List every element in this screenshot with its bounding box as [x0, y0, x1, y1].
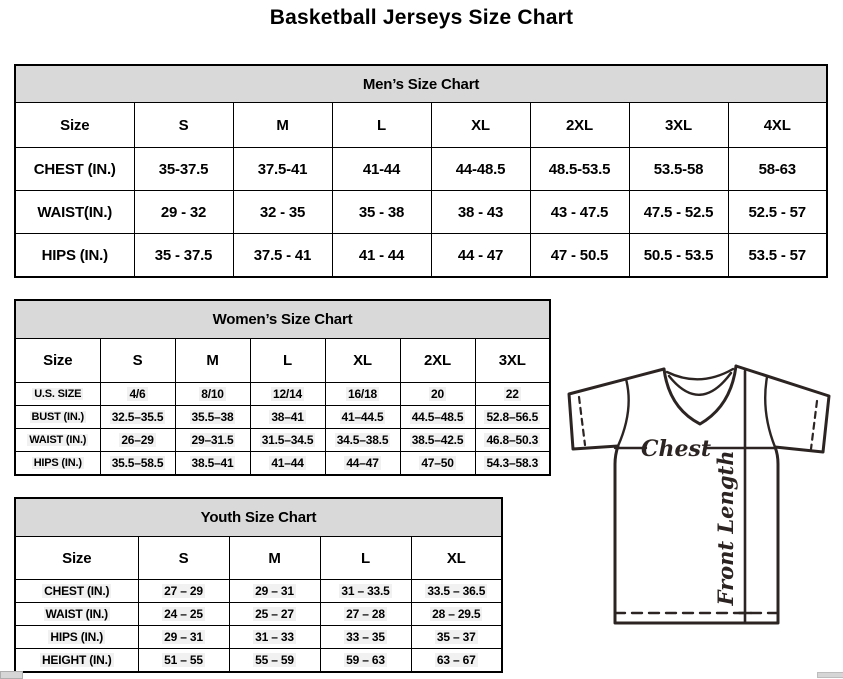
row-label: HIPS (IN.): [15, 234, 134, 278]
column-header: XL: [411, 537, 502, 580]
value-cell: 24 – 25: [138, 603, 229, 626]
jersey-right-sleeve-seam: [765, 377, 775, 447]
value-cell: 55 – 59: [229, 649, 320, 673]
row-label: WAIST(IN.): [15, 191, 134, 234]
value-cell: 31 – 33.5: [320, 580, 411, 603]
table-row: [15, 148, 827, 191]
value-cell: 8/10: [175, 383, 250, 406]
value-cell: 32.5–35.5: [100, 406, 175, 429]
column-header: L: [250, 339, 325, 383]
value-cell: 38.5–41: [175, 452, 250, 476]
value-cell: 35 – 37: [411, 626, 502, 649]
jersey-measurement-diagram: [555, 360, 843, 679]
value-cell: 37.5 - 41: [233, 234, 332, 278]
value-cell: 16/18: [325, 383, 400, 406]
value-cell: 47–50: [400, 452, 475, 476]
table-row: [15, 406, 550, 429]
value-cell: 31.5–34.5: [250, 429, 325, 452]
youth-size-table: [14, 497, 503, 673]
column-header: 2XL: [400, 339, 475, 383]
value-cell: 29 – 31: [138, 626, 229, 649]
value-cell: 35 - 37.5: [134, 234, 233, 278]
value-cell: 31 – 33: [229, 626, 320, 649]
column-header: L: [332, 103, 431, 148]
column-header: M: [233, 103, 332, 148]
column-header: M: [229, 537, 320, 580]
value-cell: 12/14: [250, 383, 325, 406]
column-header: XL: [431, 103, 530, 148]
value-cell: 20: [400, 383, 475, 406]
table-row: [15, 603, 502, 626]
row-label: CHEST (IN.): [15, 580, 138, 603]
value-cell: 41 - 44: [332, 234, 431, 278]
value-cell: 33.5 – 36.5: [411, 580, 502, 603]
value-cell: 46.8–50.3: [475, 429, 550, 452]
row-label: U.S. SIZE: [15, 383, 100, 406]
column-header: L: [320, 537, 411, 580]
value-cell: 35.5–38: [175, 406, 250, 429]
value-cell: 32 - 35: [233, 191, 332, 234]
value-cell: 25 – 27: [229, 603, 320, 626]
womens-size-table: [14, 299, 551, 476]
value-cell: 41–44.5: [325, 406, 400, 429]
table-row: [15, 580, 502, 603]
value-cell: 51 – 55: [138, 649, 229, 673]
jersey-collar-rib-outer: [667, 369, 733, 379]
table-row: [15, 649, 502, 673]
value-cell: 50.5 - 53.5: [629, 234, 728, 278]
value-cell: 44 - 47: [431, 234, 530, 278]
value-cell: 41–44: [250, 452, 325, 476]
youth-table-title: Youth Size Chart: [15, 498, 502, 537]
value-cell: 44.5–48.5: [400, 406, 475, 429]
value-cell: 53.5 - 57: [728, 234, 827, 278]
value-cell: 35.5–58.5: [100, 452, 175, 476]
table-row: [15, 383, 550, 406]
value-cell: 35-37.5: [134, 148, 233, 191]
column-header: 3XL: [475, 339, 550, 383]
table-row: [15, 234, 827, 278]
column-header: 2XL: [530, 103, 629, 148]
value-cell: 34.5–38.5: [325, 429, 400, 452]
value-cell: 52.5 - 57: [728, 191, 827, 234]
value-cell: 54.3–58.3: [475, 452, 550, 476]
page-title: Basketball Jerseys Size Chart: [269, 6, 574, 29]
jersey-left-cuff-dashed: [579, 397, 585, 445]
column-header: XL: [325, 339, 400, 383]
column-header: 4XL: [728, 103, 827, 148]
value-cell: 48.5-53.5: [530, 148, 629, 191]
value-cell: 38–41: [250, 406, 325, 429]
value-cell: 53.5-58: [629, 148, 728, 191]
value-cell: 4/6: [100, 383, 175, 406]
value-cell: 29–31.5: [175, 429, 250, 452]
chest-label: Chest: [640, 436, 712, 462]
row-label: HEIGHT (IN.): [15, 649, 138, 673]
value-cell: 28 – 29.5: [411, 603, 502, 626]
value-cell: 38.5–42.5: [400, 429, 475, 452]
row-label: WAIST (IN.): [15, 429, 100, 452]
value-cell: 29 – 31: [229, 580, 320, 603]
jersey-outline: [569, 366, 829, 623]
value-cell: 58-63: [728, 148, 827, 191]
value-cell: 47.5 - 52.5: [629, 191, 728, 234]
value-cell: 29 - 32: [134, 191, 233, 234]
value-cell: 26–29: [100, 429, 175, 452]
column-header: Size: [15, 339, 100, 383]
column-header: S: [100, 339, 175, 383]
value-cell: 59 – 63: [320, 649, 411, 673]
value-cell: 33 – 35: [320, 626, 411, 649]
value-cell: 44-48.5: [431, 148, 530, 191]
jersey-left-sleeve-seam: [618, 379, 629, 446]
horizontal-scrollbar-fragment-right[interactable]: [817, 672, 843, 678]
value-cell: 41-44: [332, 148, 431, 191]
table-row: [15, 429, 550, 452]
row-label: CHEST (IN.): [15, 148, 134, 191]
womens-table-title: Women’s Size Chart: [15, 300, 550, 339]
value-cell: 44–47: [325, 452, 400, 476]
value-cell: 47 - 50.5: [530, 234, 629, 278]
jersey-right-cuff-dashed: [811, 401, 817, 449]
value-cell: 22: [475, 383, 550, 406]
table-row: [15, 452, 550, 476]
column-header: Size: [15, 103, 134, 148]
table-row: [15, 191, 827, 234]
value-cell: 27 – 28: [320, 603, 411, 626]
row-label: WAIST (IN.): [15, 603, 138, 626]
value-cell: 35 - 38: [332, 191, 431, 234]
front-length-label: Front Length: [713, 450, 738, 606]
column-header: Size: [15, 537, 138, 580]
mens-size-table: [14, 64, 828, 278]
value-cell: 43 - 47.5: [530, 191, 629, 234]
column-header: S: [134, 103, 233, 148]
row-label: HIPS (IN.): [15, 626, 138, 649]
value-cell: 63 – 67: [411, 649, 502, 673]
mens-table-title: Men’s Size Chart: [15, 65, 827, 103]
row-label: BUST (IN.): [15, 406, 100, 429]
value-cell: 38 - 43: [431, 191, 530, 234]
horizontal-scrollbar-fragment-left[interactable]: [0, 671, 23, 679]
value-cell: 27 – 29: [138, 580, 229, 603]
column-header: 3XL: [629, 103, 728, 148]
column-header: M: [175, 339, 250, 383]
table-row: [15, 626, 502, 649]
row-label: HIPS (IN.): [15, 452, 100, 476]
value-cell: 52.8–56.5: [475, 406, 550, 429]
value-cell: 37.5-41: [233, 148, 332, 191]
column-header: S: [138, 537, 229, 580]
